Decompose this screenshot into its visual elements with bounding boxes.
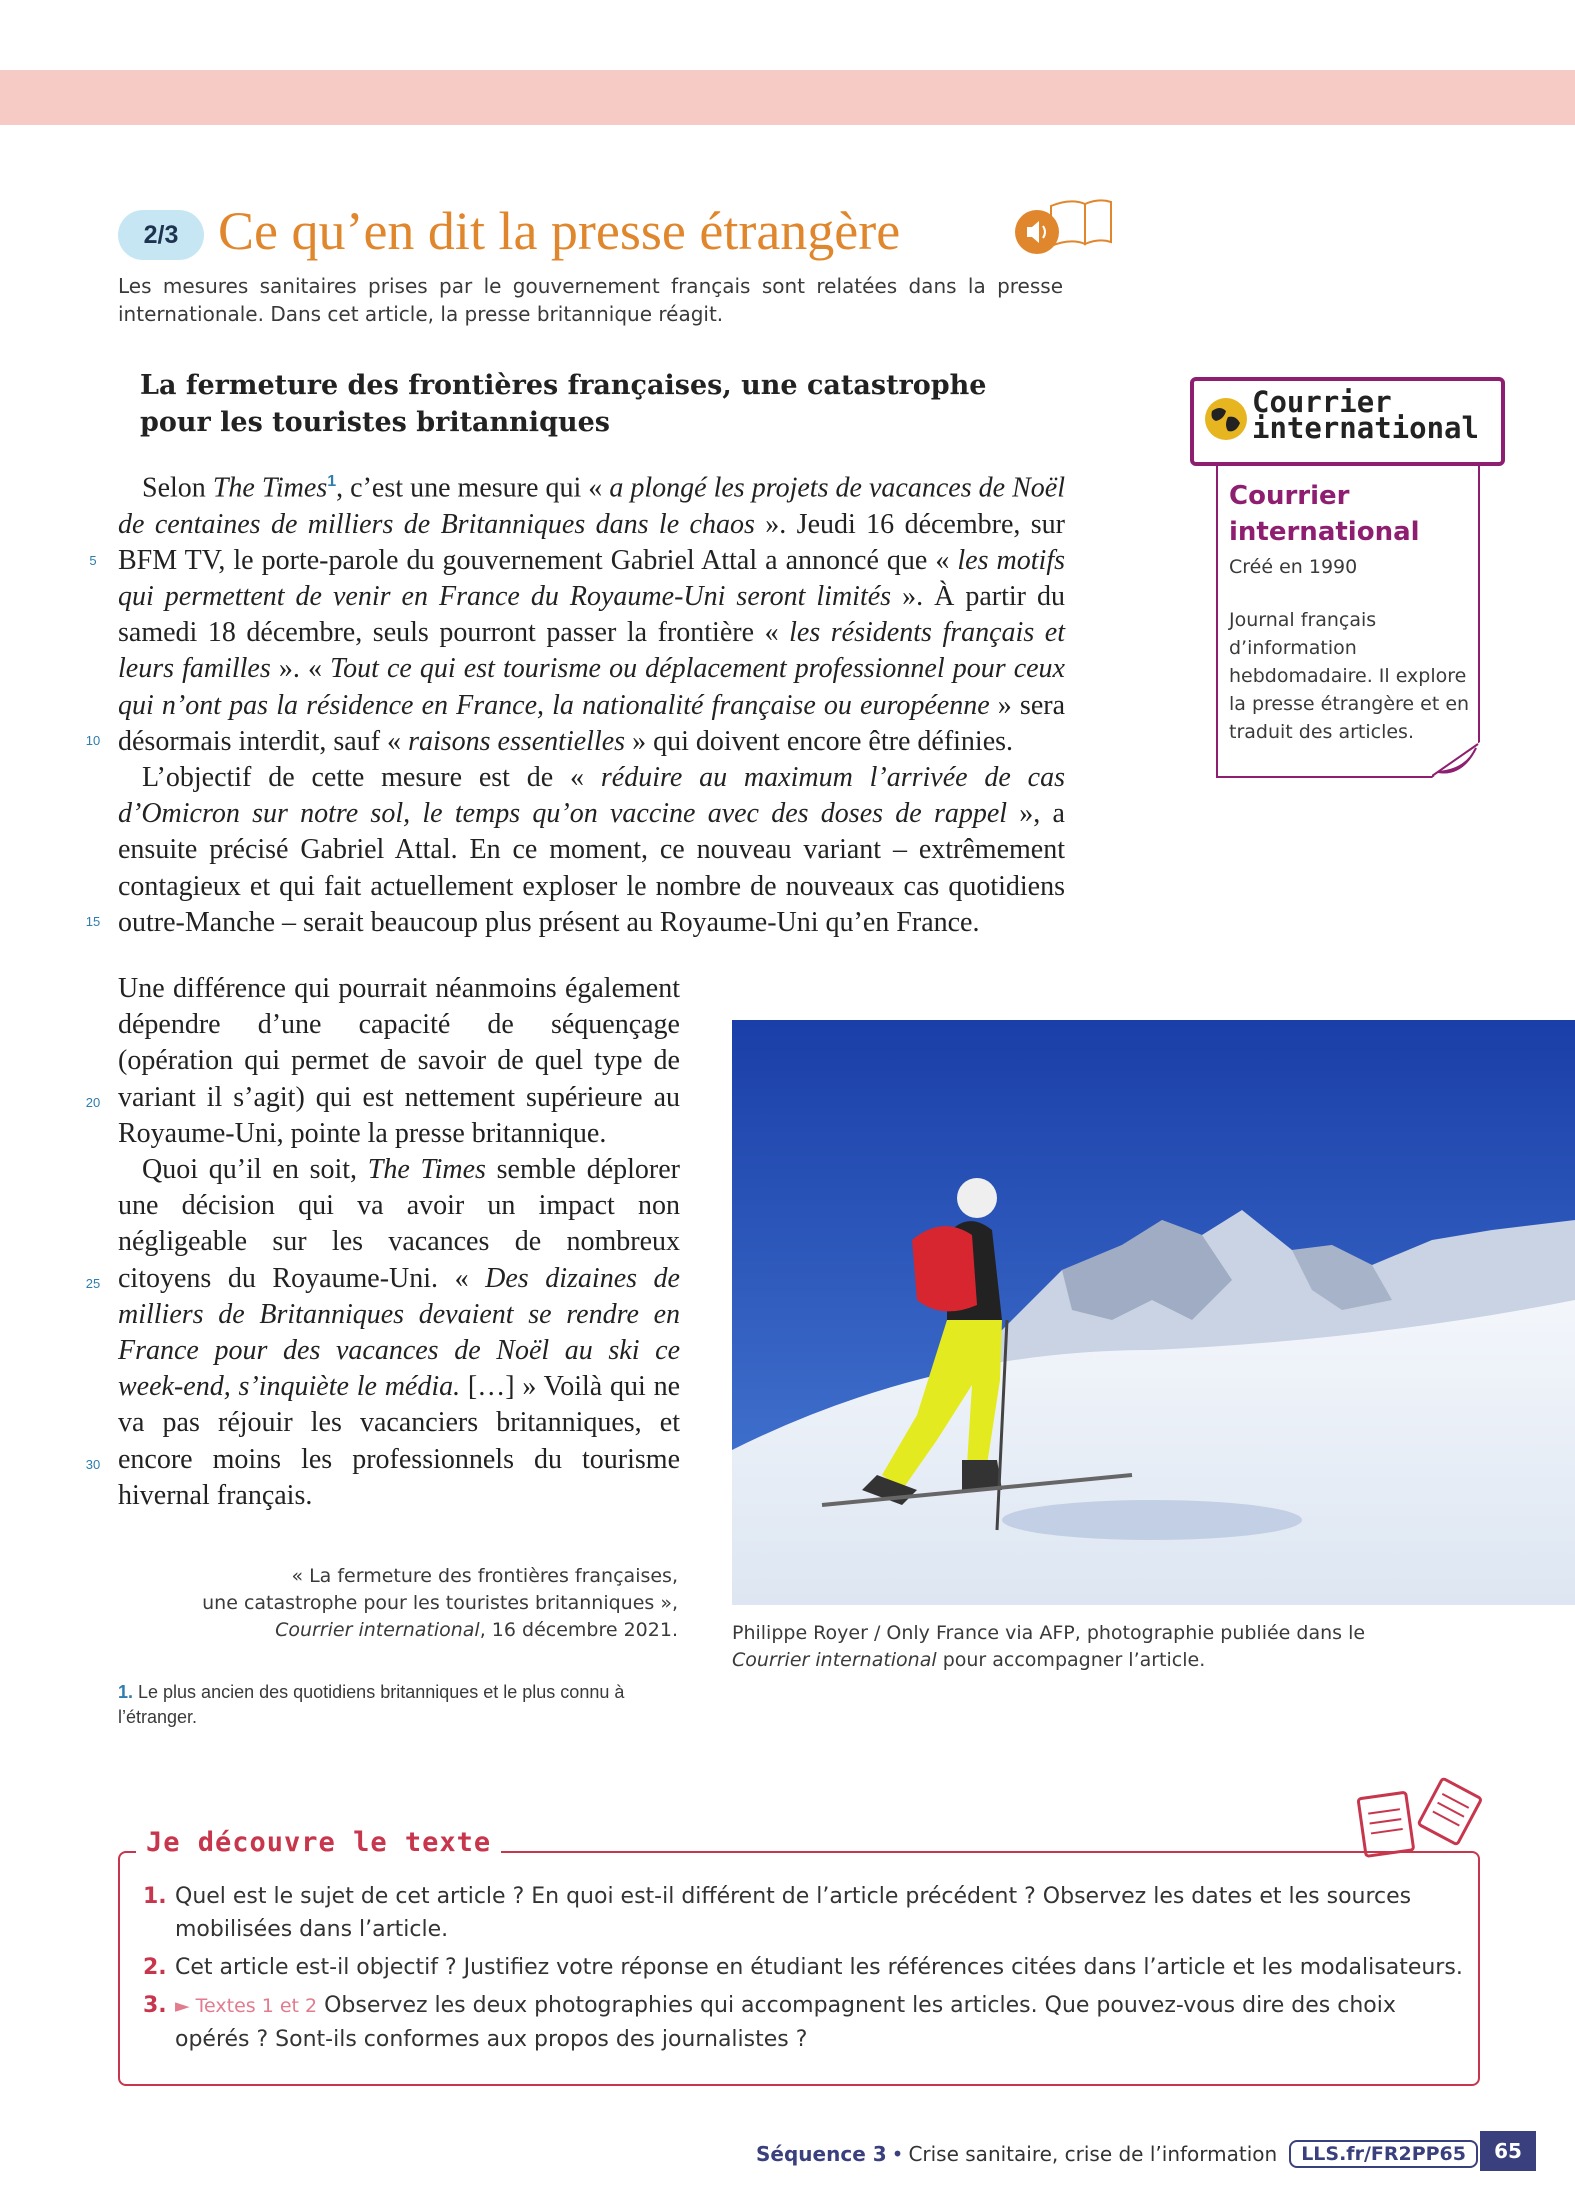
footer-sequence: Séquence 3 bbox=[756, 2142, 887, 2166]
line-number: 10 bbox=[85, 733, 101, 748]
article-body-lower bbox=[118, 971, 680, 1514]
article-paragraph-1: Selon The Times$^1$, c’est une mesure qui « a plongé les projets de vacances de Noël de centaines de milliers de Britanniques dans le chaos ». Jeudi 16 décembre, sur BFM TV, le porte-parole du gouvernement Gabriel Attal a annoncé que « les motifs qui permettent de venir en France du Royaume-Uni seront limités ». À partir du samedi 18 décembre, seuls pourront passer la frontière « les résidents français et leurs familles ». « Tout ce qui est tourisme ou déplacement professionnel pour ceux qui n’ont pas la résidence en France, la nationalité française ou européenne » sera désormais interdit, sauf « raisons essentielles » qui doivent encore être définies. bbox=[118, 472, 1066, 757]
audio-book-icon[interactable] bbox=[1013, 192, 1113, 266]
line-number: 20 bbox=[85, 1095, 101, 1110]
article-paragraph-2: L’objectif de cette mesure est de « réduire au maximum l’arrivée de cas d’Omicron sur notre sol, le temps qu’on vaccine avec des doses de rappel », a ensuite précisé Gabriel Attal. En ce moment, ce nouveau variant – extrêmement contagieux et qui fait actuellement exploser le nombre de nouveaux cas quotidiens outre-Manche – serait beaucoup plus présent au Royaume-Uni qu’en France. bbox=[118, 761, 1066, 938]
exercise-title: Je découvre le texte bbox=[146, 1827, 492, 1858]
footer-link[interactable]: LLS.fr/FR2PP65 bbox=[1289, 2140, 1478, 2168]
line-number: 25 bbox=[85, 1276, 101, 1291]
line-number: 30 bbox=[85, 1457, 101, 1472]
article-paragraph-2-continued: Une différence qui pourrait néanmoins également dépendre d’une capacité de séquençage (opération qui permet de savoir de quel type de variant il s’agit) qui est nettement supérieure au Royaume-Uni, pointe la presse britannique. bbox=[118, 973, 680, 1149]
page-title: Ce qu’en dit la presse étrangère bbox=[218, 201, 901, 261]
article-source: « La fermeture des frontières françaises, une catastrophe pour les touristes britanniques », Courrier international, 16 décembre 2021. bbox=[202, 1565, 678, 1641]
article-paragraph-3: Quoi qu’il en soit, The Times semble déplorer une décision qui va avoir un impact non négligeable sur les vacances de nombreux citoyens du Royaume-Uni. « Des dizaines de milliers de Britanniques devaient se rendre en France pour des vacances de Noël au ski ce week-end, s’inquiète le média. […] » Voilà qui ne va pas réjouir les vacanciers britanniques, et encore moins les professionnels du tourisme hivernal français. bbox=[118, 1154, 681, 1511]
text-reference-link[interactable]: ► Textes 1 et 2 bbox=[175, 1995, 318, 2017]
source-created: Créé en 1990 bbox=[1229, 556, 1358, 578]
top-color-band bbox=[0, 70, 1575, 125]
question-list bbox=[143, 1880, 1463, 2061]
globe-icon bbox=[1204, 397, 1248, 441]
question-item: 2. Cet article est-il objectif ? Justifiez votre réponse en étudiant les références citées dans l’article et les modalisateurs. bbox=[143, 1955, 1463, 1980]
question-item: 3. ► Textes 1 et 2 Observez les deux photographies qui accompagnent les articles. Que pouvez-vous dire des choix opérés ? Sont-ils conformes aux propos des journalistes ? bbox=[143, 1993, 1396, 2052]
page-number: 65 bbox=[1480, 2131, 1536, 2171]
page-footer: Séquence 3 • Crise sanitaire, crise de l’information LLS.fr/FR2PP65 bbox=[756, 2140, 1478, 2168]
line-number: 15 bbox=[85, 914, 101, 929]
line-number: 5 bbox=[89, 553, 97, 568]
question-item: 1. Quel est le sujet de cet article ? En quoi est-il différent de l’article précédent ? Observez les dates et les sources mobilisées dans l’article. bbox=[143, 1884, 1412, 1942]
photo-caption: Philippe Royer / Only France via AFP, photographie publiée dans le Courrier international pour accompagner l’article. bbox=[732, 1622, 1366, 1671]
source-name: Courrier international bbox=[1229, 481, 1420, 547]
page-curl-icon bbox=[1432, 742, 1480, 778]
intro-text: Les mesures sanitaires prises par le gouvernement français sont relatées dans la presse internationale. Dans cet article, la presse britannique réagit. bbox=[118, 274, 1063, 326]
footnote: 1. Le plus ancien des quotidiens britanniques et le plus connu à l’étranger. bbox=[118, 1682, 625, 1727]
source-description: Journal français d’information hebdomadaire. Il explore la presse étrangère et en traduit des articles. bbox=[1229, 609, 1470, 743]
footnote-ref[interactable]: 1 bbox=[327, 473, 337, 490]
ski-touring-photo bbox=[732, 1020, 1575, 1605]
document-number-badge: 2/3 bbox=[118, 210, 204, 260]
courrier-international-logo: Courrier international bbox=[1190, 377, 1505, 466]
footer-subtitle: Crise sanitaire, crise de l’information bbox=[908, 2142, 1278, 2166]
article-body-upper bbox=[118, 464, 1065, 941]
article-headline: La fermeture des frontières françaises, une catastrophe pour les touristes britanniques bbox=[140, 370, 987, 438]
